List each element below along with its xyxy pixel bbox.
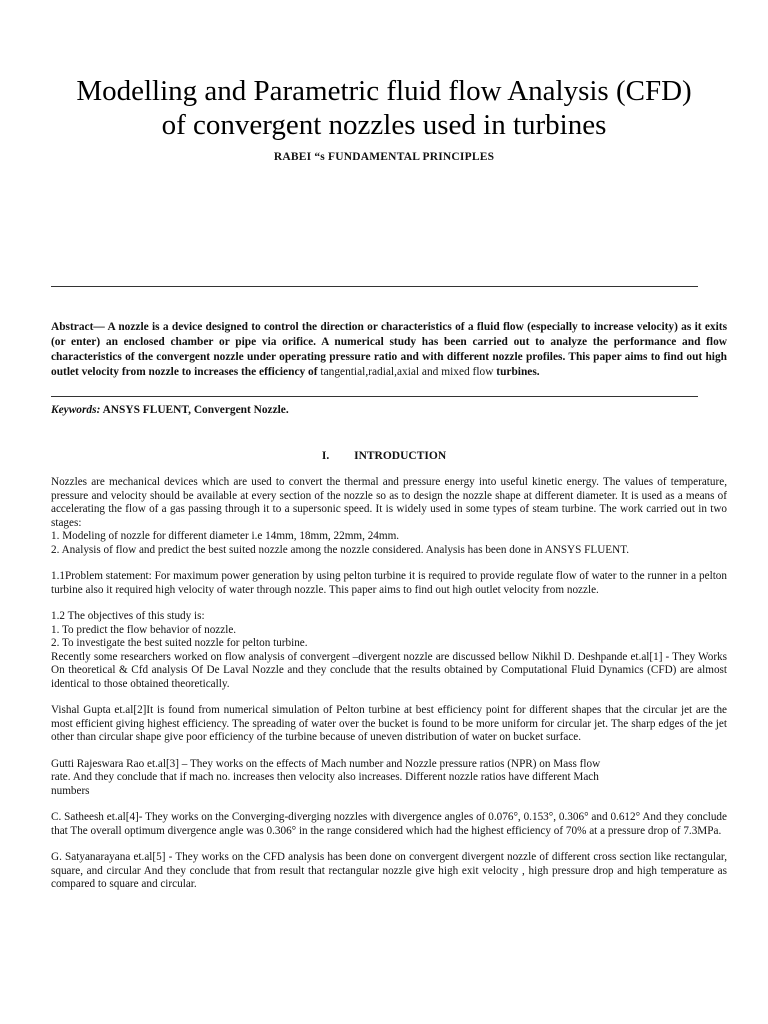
paragraph-problem-statement: 1.1Problem statement: For maximum power generation by using pelton turbine it is required to provide regulate flow of water to the runner in a pelton turbine also it required high velocity of water through nozzle. This paper aims to find out high outlet velocity from nozzle. <box>51 570 727 596</box>
paragraph-satyanarayana: G. Satyanarayana et.al[5] - They works on the CFD analysis has been done on convergent divergent nozzle of different cross section like rectangular, square, and circular And they conclude that from result that rectangular nozzle give high exit velocity , high pressure drop and high temperature as compared to square and circular. <box>51 851 727 890</box>
paragraph-gupta: Vishal Gupta et.al[2]It is found from numerical simulation of Pelton turbine at best efficiency point for different shapes that the circular jet are the most efficient giving highest efficiency. The spreading of water over the bucket is found to be more uniform for circular jet. The sharp edges of the jet other than circular shape give poor efficiency of the turbine because of uneven distribution of water on bucket surface. <box>51 704 727 743</box>
section-number: I. <box>321 450 330 462</box>
objectives-item-2: 2. To investigate the best suited nozzle for pelton turbine. <box>51 637 308 649</box>
keywords <box>51 404 727 416</box>
intro-item-1: 1. Modeling of nozzle for different diameter i.e 14mm, 18mm, 22mm, 24mm. <box>51 530 400 542</box>
objectives-item-1: 1. To predict the flow behavior of nozzle. <box>51 623 237 636</box>
paper-title <box>40 74 728 142</box>
rao-line-1: Gutti Rajeswara Rao et.al[3] – They works on the effects of Mach number and Nozzle pressure ratios (NPR) on Mass flow <box>51 757 601 770</box>
title-line-1: Modelling and Parametric fluid flow Analysis (CFD) <box>76 75 692 107</box>
keywords-label: Keywords: <box>51 404 101 416</box>
abstract-tail-bold: turbines. <box>496 366 540 378</box>
section-heading <box>0 450 768 462</box>
objectives-heading: 1.2 The objectives of this study is: <box>51 610 205 622</box>
rao-line-3: numbers <box>51 784 90 797</box>
abstract-tail: tangential,radial,axial and mixed flow <box>320 366 494 378</box>
title-line-2: of convergent nozzles used in turbines <box>161 109 607 141</box>
intro-item-2: 2. Analysis of flow and predict the best suited nozzle among the nozzle considered. Analysis has been done in ANSYS FLUENT. <box>51 543 630 556</box>
intro-text: Nozzles are mechanical devices which are used to convert the thermal and pressure energy into useful kinetic energy. The values of temperature, pressure and velocity should be available at every section of the nozzle so as to design the nozzle shape at different diameter. It is used as a means of accelerating the flow of a gas passing through it to a supersonic speed. It is widely used in some types of steam turbine. The work carried out in two stages: <box>51 476 727 529</box>
section-title: INTRODUCTION <box>354 450 447 462</box>
abstract <box>51 320 727 380</box>
objectives-text: Recently some researchers worked on flow analysis of convergent –divergent nozzle are discussed bellow Nikhil D. Deshpande et.al[1] - They Works On theoretical & Cfd analysis Of De Laval Nozzle and they conclude that the results obtained by Computational Fluid Dynamics (CFD) are almost identical to those obtained theoretically. <box>51 650 727 690</box>
paragraph-intro <box>51 476 727 557</box>
divider-top <box>51 286 698 287</box>
paragraph-objectives <box>51 610 727 691</box>
paragraph-satheesh: C. Satheesh et.al[4]- They works on the Converging-diverging nozzles with divergence angles of 0.076°, 0.153°, 0.306° and 0.612° And they conclude that The overall optimum divergence angle was 0.306° in the range considered which had the highest efficiency of 70% at a pressure drop of 7.3MPa. <box>51 811 727 837</box>
keywords-text: ANSYS FLUENT, Convergent Nozzle. <box>102 404 289 416</box>
rao-line-2: rate. And they conclude that if mach no. increases then velocity also increases. Different nozzle ratios have different Mach <box>51 771 599 783</box>
author-line: RABEI “s FUNDAMENTAL PRINCIPLES <box>273 151 495 163</box>
paragraph-rao <box>51 758 727 799</box>
abstract-label: Abstract— <box>51 321 105 333</box>
abstract-text: A nozzle is a device designed to control the direction or characteristics of a fluid flow (especially to increase velocity) as it exits (or enter) an enclosed chamber or pipe via orifice. A numerical study has been carried out to analyze the performance and flow characteristics of the convergent nozzle under operating pressure ratio and with different nozzle profiles. This paper aims to find out high outlet velocity from nozzle to increases the efficiency of <box>51 321 727 378</box>
divider-abstract <box>51 396 698 397</box>
body-text <box>51 476 727 905</box>
